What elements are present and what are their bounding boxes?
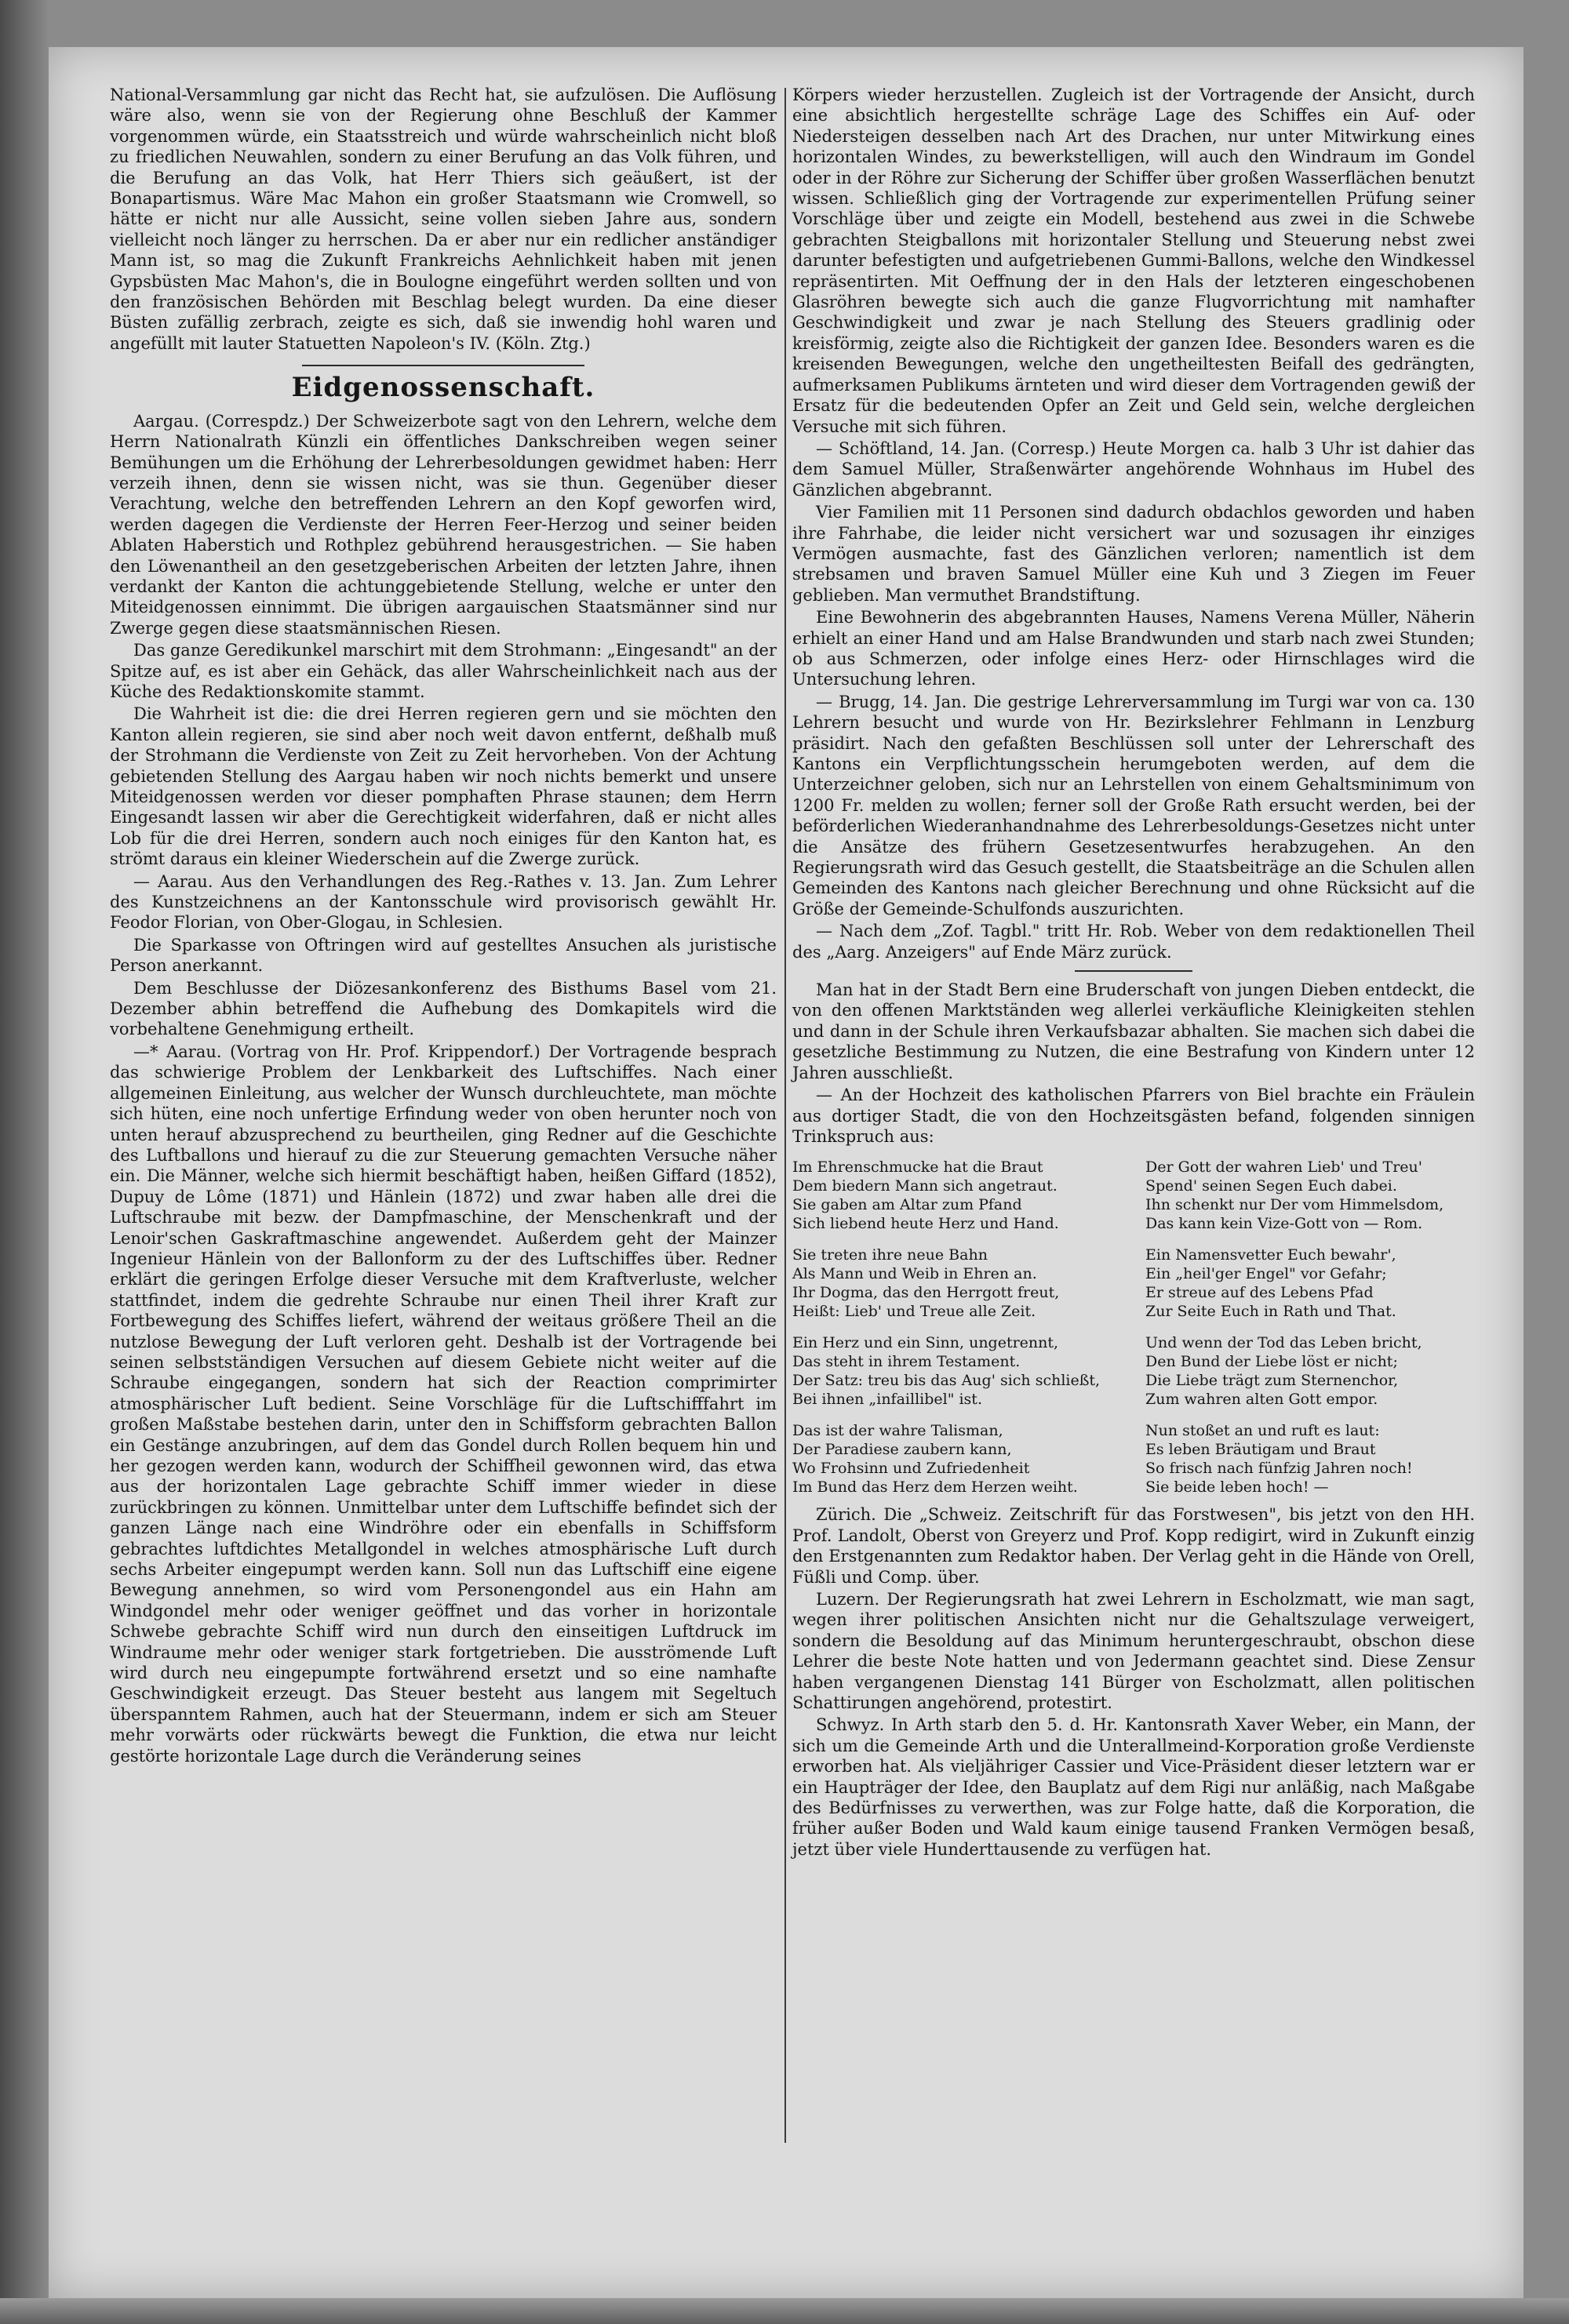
short-divider xyxy=(1075,970,1192,972)
scan-edge-left xyxy=(0,0,49,2324)
article-paragraph: Das ganze Geredikunkel marschirt mit dem Strohmann: „Eingesandt" an der Spitze auf, es ist aber ein Gehäck, das aller Wahrscheinlichkeit nach aus der Küche des Redaktionskomite stammt. xyxy=(110,641,777,701)
article-paragraph: — Schöftland, 14. Jan. (Corresp.) Heute Morgen ca. halb 3 Uhr ist dahier das dem Samuel Müller, Straßenwärter angehörende Wohnhaus im Hubel des Gänzlichen abgebrannt. xyxy=(792,438,1475,500)
article-paragraph: Schwyz. In Arth starb den 5. d. Hr. Kantonsrath Xaver Weber, ein Mann, der sich um die Gemeinde Arth und die Unterallmeind-Korporation große Verdienste erworben hat. Als vieljähriger Cassier und Vice-Präsident dieser letztern war er ein Haupträger der Idee, den Bauplatz auf dem Rigi nur anläßig, nach Maßgabe des Bedürfnisses zu verwerthen, was zur Folge hatte, daß die Korporation, die früher außer Boden und Wald kaum einige tausend Franken Vermögen besaß, jetzt über viele Hunderttausende zu verfügen hat. xyxy=(792,1715,1475,1859)
article-paragraph: Die Sparkasse von Oftringen wird auf gestelltes Ansuchen als juristische Person anerkannt. xyxy=(110,935,777,976)
poem-stanza: Sie treten ihre neue Bahn Als Mann und Weib in Ehren an. Ihr Dogma, das den Herrgott freut, Heißt: Lieb' und Treue alle Zeit. xyxy=(792,1246,1060,1321)
article-paragraph: Körpers wieder herzustellen. Zugleich ist der Vortragende der Ansicht, durch eine absichtlich hergestellte schräge Lage des Schiffes ein Auf- oder Niedersteigen desselben nach Art des Drachen, nur unter Mitwirkung eines horizontalen Windes, zu bewerkstelligen, will auch den Windraum im Gondel oder in der Röhre zur Sicherung der Schiffer über großen Wasserflächen benutzt wissen. Schließlich ging der Vortragende zur experimentellen Prüfung seiner Vorschläge über und zeigte ein Modell, bestehend aus zwei in die Schwebe gebrachten Steigballons mit horizontaler Stellung und Steuerung nebst zwei darunter befestigten und aufgetriebenen Gummi-Ballons, welche den Windkessel repräsentirten. Mit Oeffnung der in den Hals der letzteren eingeschobenen Glasröhren bewegte sich auch die ganze Flugvorrichtung mit namhafter Geschwindigkeit und zwar je nach Stellung des Steuers gradlinig oder kreisförmig, zeigte also die Richtigkeit der ganzen Idee. Besonders waren es die kreisenden Bewegungen, welche den ungetheiltesten Beifall des gedrängten, aufmerksamen Publikums ärnteten und wird dieser dem Vortragenden gewiß der Ersatz für die bedeutenden Opfer an Zeit und Geld sein, welche dergleichen Versuche mit sich führen. xyxy=(792,85,1475,436)
poem-stanza: Das ist der wahre Talisman, Der Paradiese zaubern kann, Wo Frohsinn und Zufriedenheit Im Bund das Herz dem Herzen weiht. xyxy=(792,1422,1078,1497)
section-heading: Eidgenossenschaft. xyxy=(291,372,595,404)
toast-poem xyxy=(792,1158,1475,1497)
section-divider xyxy=(302,365,584,366)
article-paragraph: —* Aarau. (Vortrag von Hr. Prof. Krippendorf.) Der Vortragende besprach das schwierige Problem der Lenkbarkeit des Luftschiffes. Nach einer allgemeinen Einleitung, aus welcher der Wunsch durchleuchtete, man möchte sich hüten, eine noch unfertige Erfindung weder von oben herunter noch von unten herauf abzusprechend zu beurtheilen, ging Redner auf die Geschichte des Luftballons und hierauf zu die zur Steuerung gemachten Versuche näher ein. Die Männer, welche sich hiermit beschäftigt haben, heißen Giffard (1852), Dupuy de Lôme (1871) und Hänlein (1872) und zwar haben alle drei die Luftschraube mit bezw. der Dampfmaschine, der Menschenkraft und der Lenoir'schen Gaskraftmaschine angewendet. Außerdem geht der Mainzer Ingenieur Hänlein von der Ballonform zu der des Luftschiffes über. Redner erklärt die geringen Erfolge dieser Versuche mit dem Kraftverluste, welcher stattfindet, indem die gedrehte Schraube nur einen Theil ihrer Kraft zur Fortbewegung des Schiffes liefert, während der weitaus größere Theil an die nutzlose Bewegung der Luft verloren geht. Deshalb ist der Vortragende bei seinen selbstständigen Versuchen auf diesem Gebiete nicht weiter auf die Schraube eingegangen, sondern hat sich der Reaction comprimirter atmosphärischer Luft bedient. Seine Vorschläge für die Luftschifffahrt im großen Maßstabe bestehen darin, unter den in Schiffsform gebrachten Ballon ein Gestänge anzubringen, auf dem das Gondel durch Rollen bequem hin und her gezogen werden kann, wodurch der Schiffheil gewonnen wird, das etwa aus der horizontalen Lage gebrachte Schiff immer wieder in diese zurückbringen zu können. Unmittelbar unter dem Luftschiffe befindet sich der ganzen Länge nach eine Windröhre oder ein ebenfalls in Schiffsform gebrachtes luftdichtes Metallgondel in welches atmosphärische Luft durch sechs Arbeiter eingepumpt werden kann. Soll nun das Luftschiff eine eigene Bewegung annehmen, so wird vom Personengondel aus ein Hahn am Windgondel mehr oder weniger geöffnet und das vorher in horizontale Schwebe gebrachte Schiff wird nun durch den einseitigen Luftdruck im Windraume mehr oder weniger stark fortgetrieben. Die ausströmende Luft wird durch neu eingepumpte fortwährend ersetzt und so eine namhafte Geschwindigkeit erzeugt. Das Steuer besteht aus langem mit Segeltuch überspanntem Rahmen, auch hat der Steuermann, indem er sich am Steuer mehr vorwärts oder rückwärts bewegt die Funktion, die etwa nur leicht gestörte horizontale Lage durch die Veränderung seines xyxy=(110,1042,777,1766)
article-paragraph: Die Wahrheit ist die: die drei Herren regieren gern und sie möchten den Kanton allein regieren, sie sind aber noch weit davon entfernt, deßhalb muß der Strohmann die Verdienste von Zeit zu Zeit hervorheben. Von der Achtung gebietenden Stellung des Aargau haben wir noch nichts bemerkt und unsere Miteidgenossen werden vor dieser pomphaften Phrase staunen; dem Herrn Eingesandt lassen wir aber die Gerechtigkeit widerfahren, daß er nicht alles Lob für die drei Herren, sondern auch noch einiges für den Kanton hat, es strömt daraus ein kleiner Wiederschein auf die Zwerge zurück. xyxy=(110,704,777,869)
intro-paragraph: National-Versammlung gar nicht das Recht hat, sie aufzulösen. Die Auflösung wäre also, wenn sie von der Regierung ohne Beschluß der Kammer vorgenommen würde, ein Staatsstreich und würde wahrscheinlich nicht bloß zu friedlichen Neuwahlen, sondern zu einer Berufung an das Volk führen, und die Berufung an das Volk, hat Herr Thiers sich geäußert, ist der Bonapartismus. Wäre Mac Mahon ein großer Staatsmann wie Cromwell, so hätte er nicht nur alle Aussicht, seine vollen sieben Jahre aus, sondern vielleicht noch länger zu herrschen. Da er aber nur ein redlicher anständiger Mann ist, so mag die Zukunft Frankreichs Aehnlichkeit haben mit jenen Gypsbüsten Mac Mahon's, die in Boulogne eingeführt werden sollten und von den französischen Behörden mit Beschlag belegt wurden. Da eine dieser Büsten zufällig zerbrach, zeigte es sich, daß sie inwendig hohl waren und angefüllt mit lauter Statuetten Napoleon's IV. (Köln. Ztg.) xyxy=(110,85,777,353)
poem-stanza: Nun stoßet an und ruft es laut: Es leben Bräutigam und Braut So frisch nach fünfzig Jahren noch! Sie beide leben hoch! — xyxy=(1145,1422,1413,1497)
poem-stanza: Ein Herz und ein Sinn, ungetrennt, Das steht in ihrem Testament. Der Satz: treu bis das Aug' sich schließt, Bei ihnen „infaillibel" ist. xyxy=(792,1334,1101,1409)
scan-edge-bottom xyxy=(0,2298,1569,2324)
article-paragraph: — Brugg, 14. Jan. Die gestrige Lehrerversammlung im Turgi war von ca. 130 Lehrern besucht und wurde von Hr. Bezirkslehrer Fehlmann in Lenzburg präsidirt. Nach den gefaßten Beschlüssen soll unter der Lehrerschaft des Kantons ein Verpflichtungsschein herumgeboten werden, auf dem die Unterzeichner geloben, sich nur an Lehrstellen von einem Gehaltsminimum von 1200 Fr. melden zu wollen; ferner soll der Große Rath ersucht werden, bei der beförderlichen Wiederanhandnahme des Lehrerbesoldungs-Gesetzes nicht unter die Ansätze des frühern Gesetzesentwurfes herabzugehen. An den Regierungsrath wird das Gesuch gestellt, die Staatsbeiträge an die Schulen allen Gemeinden des Kantons nach gleicher Berechnung und ohne Rücksicht auf die Größe der Gemeinde-Schulfonds auszurichten. xyxy=(792,692,1475,918)
article-paragraph: — An der Hochzeit des katholischen Pfarrers von Biel brachte ein Fräulein aus dortiger Stadt, die von den Hochzeitsgästen befand, folgenden sinnigen Trinkspruch aus: xyxy=(792,1086,1475,1146)
left-column xyxy=(110,85,777,1768)
article-paragraph: Luzern. Der Regierungsrath hat zwei Lehrern in Escholzmatt, wie man sagt, wegen ihrer politischen Ansichten nicht nur die Gehaltszulage verweigert, sondern die Besoldung auf das Minimum heruntergeschraubt, obschon diese Lehrer die beste Note hatten und von Jedermann geachtet sind. Diese Zensur haben vergangenen Dienstag 141 Bürger von Escholzmatt, allen politischen Schattirungen angehörend, protestirt. xyxy=(792,1589,1475,1712)
article-paragraph: Dem Beschlusse der Diözesankonferenz des Bisthums Basel vom 21. Dezember abhin betreffend die Aufhebung des Domkapitels wird die vorbehaltene Genehmigung ertheilt. xyxy=(110,978,777,1039)
article-paragraph: Man hat in der Stadt Bern eine Bruderschaft von jungen Dieben entdeckt, die von den offenen Marktständen weg allerlei verkäufliche Kleinigkeiten stehlen und dann in der Schule ihren Verkaufsbazar abhalten. Sie machen sich dabei die gesetzliche Bestimmung zu Nutzen, die eine Bestrafung von Kindern unter 12 Jahren ausschließt. xyxy=(792,980,1475,1082)
poem-stanza: Und wenn der Tod das Leben bricht, Den Bund der Liebe löst er nicht; Die Liebe trägt zum Sternenchor, Zum wahren alten Gott empor. xyxy=(1145,1334,1422,1409)
article-paragraph: Zürich. Die „Schweiz. Zeitschrift für das Forstwesen", bis jetzt von den HH. Prof. Landolt, Oberst von Greyerz und Prof. Kopp redigirt, wird in Zukunft einzig den Erstgenannten zum Redaktor haben. Der Verlag geht in die Hände von Orell, Füßli und Comp. über. xyxy=(792,1505,1475,1587)
right-column xyxy=(792,85,1475,1861)
article-paragraph: — Aarau. Aus den Verhandlungen des Reg.-Rathes v. 13. Jan. Zum Lehrer des Kunstzeichnens an der Kantonsschule wird provisorisch gewählt Hr. Feodor Florian, von Ober-Glogau, in Schlesien. xyxy=(110,871,777,933)
poem-stanza: Ein Namensvetter Euch bewahr', Ein „heil'ger Engel" vor Gefahr; Er streue auf des Lebens Pfad Zur Seite Euch in Rath und That. xyxy=(1145,1246,1396,1321)
article-paragraph: — Nach dem „Zof. Tagbl." tritt Hr. Rob. Weber von dem redaktionellen Theil des „Aarg. Anzeigers" auf Ende März zurück. xyxy=(792,922,1475,962)
column-rule xyxy=(784,88,786,2143)
article-paragraph: Aargau. (Correspdz.) Der Schweizerbote sagt von den Lehrern, welche dem Herrn Nationalrath Künzli ein öffentliches Dankschreiben wegen seiner Bemühungen um die Erhöhung der Lehrerbesoldungen gewidmet haben: Herr verzeih ihnen, denn sie wissen nicht, was sie thun. Gegenüber dieser Verachtung, welche den betreffenden Lehrern an den Kopf geworfen wird, werden dagegen die Verdienste der Herren Feer-Herzog und seiner beiden Ablaten Haberstich und Rothplez gebührend herausgestrichen. — Sie haben den Löwenantheil an den gesetzgeberischen Arbeiten der letzten Jahre, ihnen verdankt der Kanton die achtunggebietende Stellung, welche er unter den Miteidgenossen einnimmt. Die übrigen aargauischen Staatsmänner sind nur Zwerge gegen diese staatsmännischen Riesen. xyxy=(110,411,777,638)
article-paragraph: Vier Familien mit 11 Personen sind dadurch obdachlos geworden und haben ihre Fahrhabe, die leider nicht versichert war und sozusagen ihr einziges Vermögen ausmachte, fast des Gänzlichen verloren; namentlich ist dem strebsamen und braven Samuel Müller eine Kuh und 3 Ziegen im Feuer geblieben. Man vermuthet Brandstiftung. xyxy=(792,503,1475,605)
poem-stanza: Der Gott der wahren Lieb' und Treu' Spend' seinen Segen Euch dabei. Ihn schenkt nur Der vom Himmelsdom, Das kann kein Vize-Gott von — Rom. xyxy=(1145,1158,1444,1233)
poem-stanza: Im Ehrenschmucke hat die Braut Dem biedern Mann sich angetraut. Sie gaben am Altar zum Pfand Sich liebend heute Herz und Hand. xyxy=(792,1158,1059,1233)
article-paragraph: Eine Bewohnerin des abgebrannten Hauses, Namens Verena Müller, Näherin erhielt an einer Hand und am Halse Brandwunden und starb nach zwei Stunden; ob aus Schmerzen, oder infolge eines Herz- oder Hirnschlages wird die Untersuchung lehren. xyxy=(792,608,1475,689)
